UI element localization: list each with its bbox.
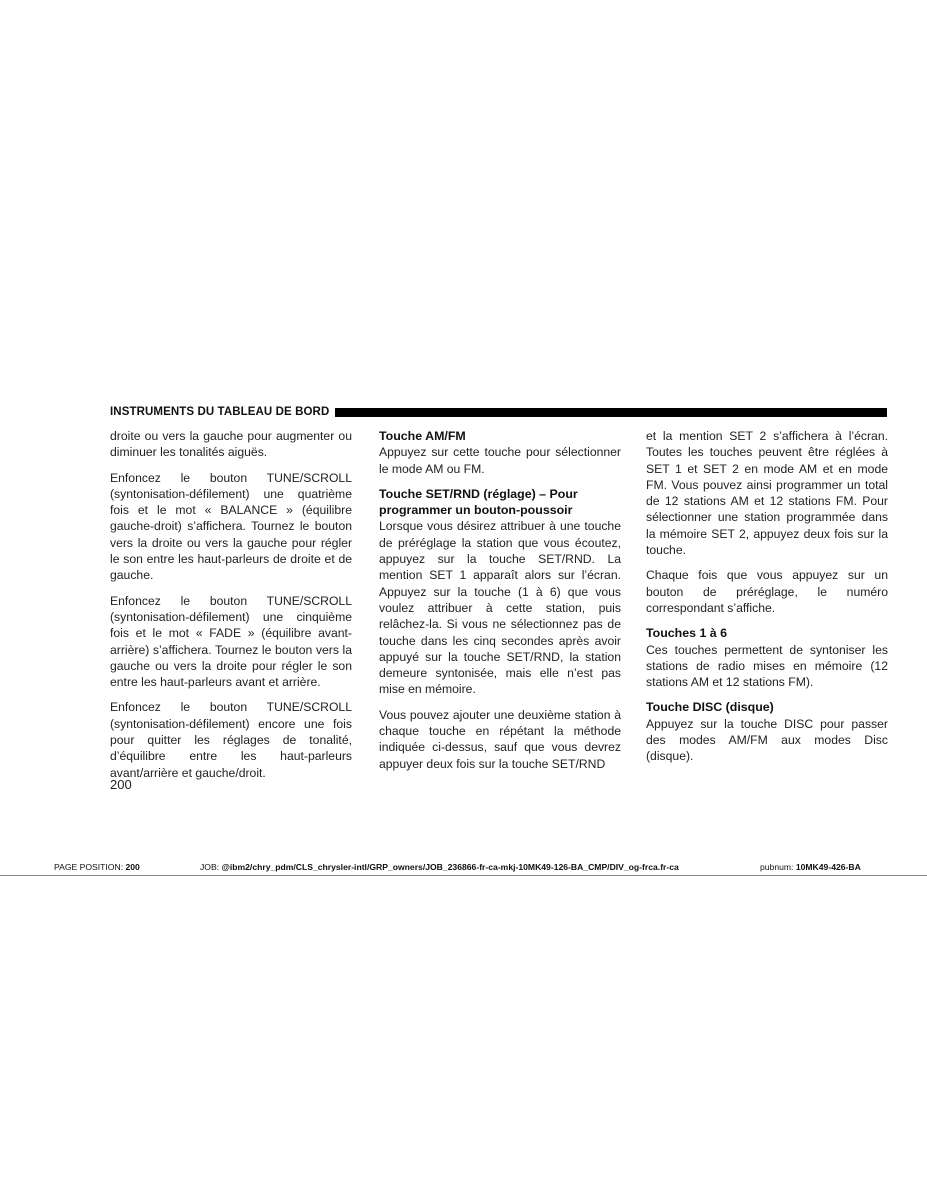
paragraph: Vous pouvez ajouter une deuxième station à chaque touche en répétant la méthode indiquée ci-dessus, sauf que vous devrez appuyer deux fois sur la touche SET/RND (379, 707, 621, 771)
section-text: Appuyez sur cette touche pour sélectionner le mode AM ou FM. (379, 445, 621, 476)
paragraph: Enfoncez le bouton TUNE/SCROLL (syntonisation-défilement) encore une fois pour quitter les réglages de tonalité, d’équilibre entre les haut-parleurs avant/arrière et gauche/droit. (110, 700, 352, 780)
section-text: Lorsque vous désirez attribuer à une touche de préréglage la station que vous écoutez, appuyez sur la touche SET/RND. La mention SET 1 apparaît alors sur l’écran. Appuyez sur la touche (1 à 6) que vous voulez attribuer à cette station, puis relâchez-la. Si vous ne sélectionnez pas de touche dans les cinq secondes après avoir appuyé sur la touche SET/RND, la station demeure syntonisée, mais elle n’est pas mise en mémoire. (379, 519, 621, 697)
footer-label: pubnum: (760, 862, 794, 872)
paragraph: Enfoncez le bouton TUNE/SCROLL (syntonisation-défilement) une cinquième fois et le mot « FADE » (équilibre avant-arrière) s’affichera. Tournez le bouton vers la gauche ou vers la droite pour régler le son entre les haut-parleurs avant et arrière. (110, 593, 352, 690)
paragraph: droite ou vers la gauche pour augmenter ou diminuer les tonalités aiguës. (110, 429, 352, 460)
paragraph: Enfoncez le bouton TUNE/SCROLL (syntonisation-défilement) une quatrième fois et le mot « BALANCE » (équilibre gauche-droit) s’affichera. Tournez le bouton vers la droite ou vers la gauche pour régler le son entre les haut-parleurs de droite et de gauche. (110, 470, 352, 583)
section-text: Appuyez sur la touche DISC pour passer des modes AM/FM aux modes Disc (disque). (646, 716, 888, 764)
section-heading: Touche SET/RND (réglage) – Pour programmer un bouton-poussoir (379, 486, 578, 518)
footer-label: PAGE POSITION: (54, 862, 124, 872)
column-1 (110, 428, 352, 790)
section-set-rnd (379, 486, 621, 698)
page-number: 200 (110, 777, 132, 792)
section-heading: Touche AM/FM (379, 429, 466, 443)
footer-value: 10MK49-426-BA (795, 862, 861, 872)
footer-pubnum (760, 862, 861, 872)
footer-job (200, 862, 679, 872)
footer-value: 200 (125, 862, 140, 872)
footer-rule (0, 875, 927, 876)
footer-value: @ibm2/chry_pdm/CLS_chrysler-intl/GRP_owners/JOB_236866-fr-ca-mkj-10MK49-126-BA_CMP/DIV_og-frca.fr-ca (221, 862, 679, 872)
column-2 (379, 428, 621, 781)
paragraph: Chaque fois que vous appuyez sur un bouton de préréglage, le numéro correspondant s’affiche. (646, 568, 888, 615)
section-header (110, 405, 887, 419)
header-rule (335, 408, 887, 417)
footer-page-position (54, 862, 140, 872)
section-am-fm (379, 428, 621, 477)
paragraph: et la mention SET 2 s’affichera à l’écran. Toutes les touches peuvent être réglées à SET 1 et SET 2 en mode AM et en mode FM. Vous pouvez ainsi programmer un total de 12 stations AM et 12 stations FM. Pour sélectionner une station programmée dans la mémoire SET 2, appuyez deux fois sur la touche. (646, 429, 888, 558)
section-heading: Touches 1 à 6 (646, 626, 728, 641)
section-disc (646, 699, 888, 764)
section-title: INSTRUMENTS DU TABLEAU DE BORD (110, 406, 330, 418)
section-text: Ces touches permettent de syntoniser les stations de radio mises en mémoire (12 stations AM et 12 stations FM). (646, 642, 888, 690)
footer-label: JOB: (200, 862, 220, 872)
column-3 (646, 428, 888, 774)
section-touches-1-6 (646, 625, 888, 690)
section-heading: Touche DISC (disque) (646, 700, 774, 715)
